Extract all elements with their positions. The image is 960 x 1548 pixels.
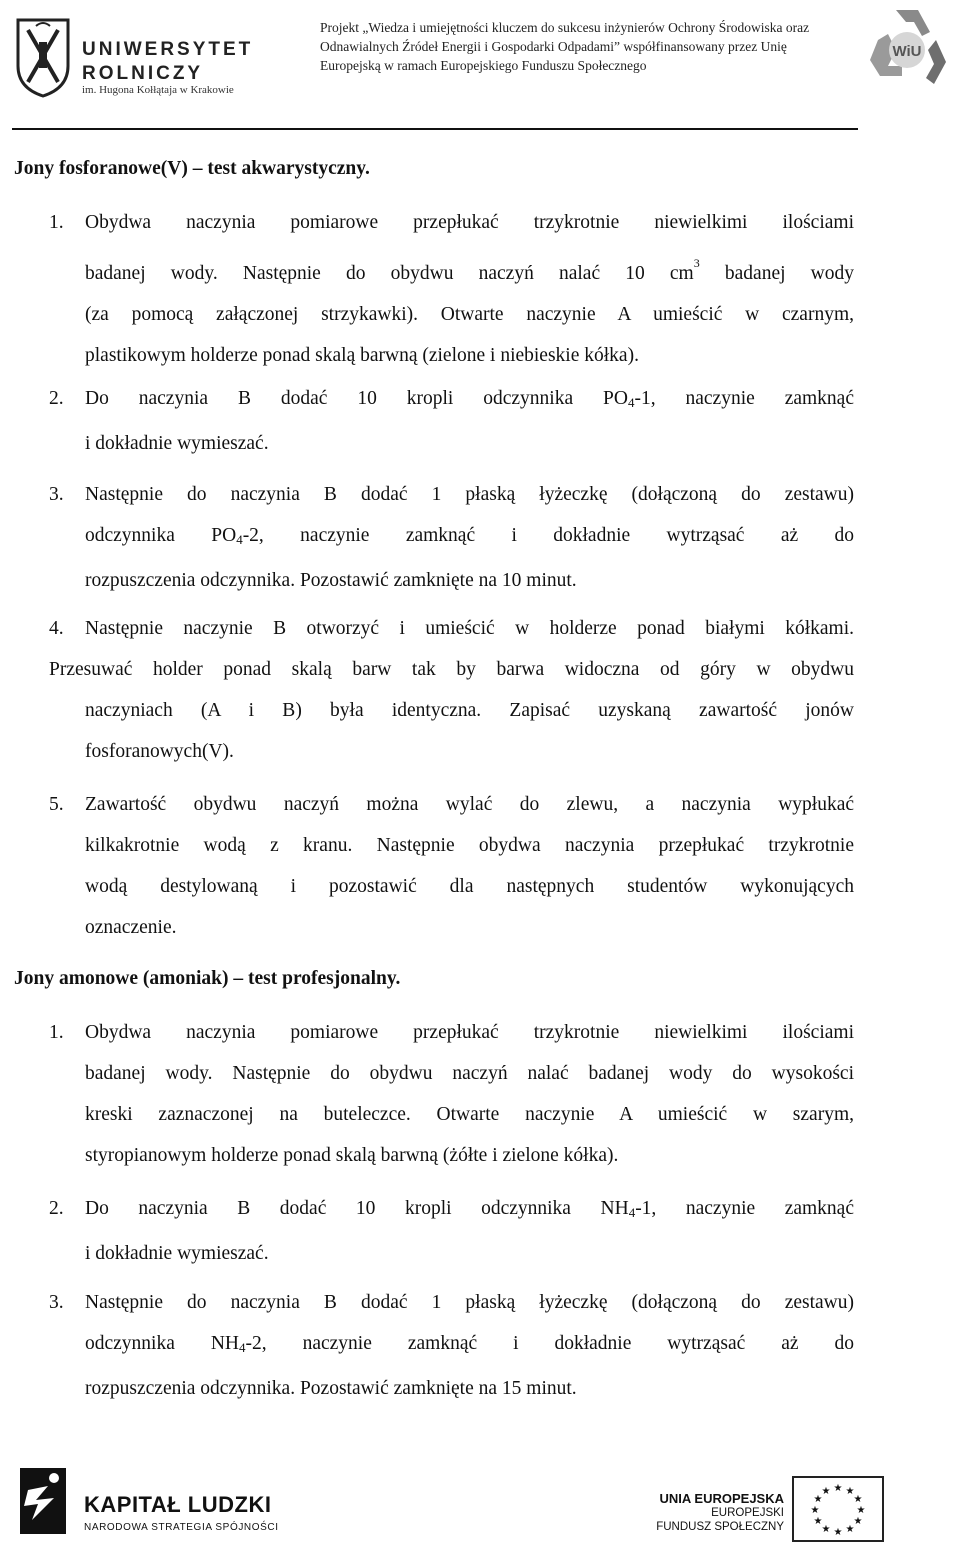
item-text: kilkakrotnie wodą z kranu. Następnie obydwa naczynia przepłukać trzykrotnie xyxy=(85,835,854,856)
item-text: Zawartość obydwu naczyń można wylać do zlewu, a naczynia wypłukać xyxy=(85,794,854,815)
page-header xyxy=(0,0,960,130)
item-text: Do naczynia B dodać 10 kropli odczynnika PO xyxy=(85,388,628,409)
item-text: i dokładnie wymieszać. xyxy=(85,433,269,454)
eu-line-2: EUROPEJSKI xyxy=(711,1507,784,1519)
section1-item-5 xyxy=(49,784,854,948)
item-text: Obydwa naczynia pomiarowe przepłukać trzykrotnie niewielkimi ilościami xyxy=(85,1022,854,1043)
item-text: Przesuwać holder ponad skalą barw tak by barwa widoczna od góry w obydwu xyxy=(49,659,854,680)
page-footer xyxy=(0,1450,960,1548)
svg-text:★: ★ xyxy=(845,1486,855,1497)
item-number: 1. xyxy=(49,1022,64,1043)
subscript: 4 xyxy=(236,532,243,547)
item-text: (za pomocą załączonej strzykawki). Otwarte naczynie A umieścić w czarnym, xyxy=(85,304,854,325)
item-number: 4. xyxy=(49,618,64,639)
item-text: badanej wody. Następnie do obydwu naczyń nalać badanej wody do wysokości xyxy=(85,1063,854,1084)
svg-text:★: ★ xyxy=(853,1494,863,1505)
item-text: Do naczynia B dodać 10 kropli odczynnika NH xyxy=(85,1198,629,1219)
item-number: 3. xyxy=(49,1292,64,1313)
item-text: i dokładnie wymieszać. xyxy=(85,1243,269,1264)
eu-line-3: FUNDUSZ SPOŁECZNY xyxy=(656,1521,784,1533)
project-line-3: Europejską w ramach Europejskiego Funduszu Społecznego xyxy=(320,58,647,73)
item-text: -2, naczynie zamknąć i dokładnie wytrząsać aż do xyxy=(242,525,855,546)
item-text: -2, naczynie zamknąć i dokładnie wytrząsać aż do xyxy=(245,1333,854,1354)
kapital-ludzki-logo xyxy=(14,1464,72,1538)
item-text: Następnie do naczynia B dodać 1 płaską łyżeczkę (dołączoną do zestawu) xyxy=(85,1292,854,1313)
eu-fund-text xyxy=(612,1492,784,1534)
svg-text:★: ★ xyxy=(853,1516,863,1527)
item-text: Następnie do naczynia B dodać 1 płaską łyżeczkę (dołączoną do zestawu) xyxy=(85,484,854,505)
eu-line-1: UNIA EUROPEJSKA xyxy=(659,1491,784,1506)
svg-text:★: ★ xyxy=(845,1524,855,1535)
item-text: badanej wody. Następnie do obydwu naczyń nalać 10 cm xyxy=(85,263,694,284)
university-name-line1: UNIWERSYTET xyxy=(82,39,254,60)
project-description xyxy=(320,18,860,75)
svg-text:★: ★ xyxy=(833,1483,843,1494)
item-text: naczyniach (A i B) była identyczna. Zapisać uzyskaną zawartość jonów xyxy=(85,700,854,721)
svg-text:★: ★ xyxy=(833,1527,843,1538)
recycle-logo-text: WiU xyxy=(892,43,922,60)
project-line-1: Projekt „Wiedza i umiejętności kluczem do sukcesu inżynierów Ochrony Środowiska oraz xyxy=(320,20,810,35)
svg-text:★: ★ xyxy=(821,1486,831,1497)
svg-text:★: ★ xyxy=(810,1505,820,1516)
svg-text:★: ★ xyxy=(821,1524,831,1535)
section2-item-1 xyxy=(49,1012,854,1176)
header-divider xyxy=(12,128,858,130)
superscript: 3 xyxy=(693,256,700,270)
university-crest-logo xyxy=(14,16,72,98)
section2-item-3 xyxy=(49,1282,854,1409)
item-text: -1, naczynie zamknąć xyxy=(634,388,854,409)
section1-title: Jony fosforanowe(V) – test akwarystyczny. xyxy=(14,158,370,179)
kapital-ludzki-subtitle: NARODOWA STRATEGIA SPÓJNOŚCI xyxy=(84,1522,279,1533)
svg-text:★: ★ xyxy=(813,1494,823,1505)
item-number: 1. xyxy=(49,212,64,233)
subscript: 4 xyxy=(628,1205,636,1220)
section1-item-3 xyxy=(49,474,854,601)
kapital-ludzki-name: KAPITAŁ LUDZKI xyxy=(84,1492,272,1517)
item-text: Obydwa naczynia pomiarowe przepłukać trzykrotnie niewielkimi ilościami xyxy=(85,212,854,233)
item-text: fosforanowych(V). xyxy=(85,741,234,762)
section2-item-2 xyxy=(49,1188,854,1274)
item-text: rozpuszczenia odczynnika. Pozostawić zamknięte na 15 minut. xyxy=(85,1378,577,1399)
item-number: 2. xyxy=(49,388,64,409)
svg-text:★: ★ xyxy=(813,1516,823,1527)
item-text: wodą destylowaną i pozostawić dla następnych studentów wykonujących xyxy=(85,876,854,897)
university-subtitle: im. Hugona Kołłątaja w Krakowie xyxy=(82,84,234,96)
item-text: Następnie naczynie B otworzyć i umieścić w holderze ponad białymi kółkami. xyxy=(85,618,854,639)
subscript: 4 xyxy=(239,1340,246,1355)
item-text: rozpuszczenia odczynnika. Pozostawić zamknięte na 10 minut. xyxy=(85,570,577,591)
item-text: kreski zaznaczonej na buteleczce. Otwarte naczynie A umieścić w szarym, xyxy=(85,1104,854,1125)
subscript: 4 xyxy=(627,395,635,410)
item-number: 2. xyxy=(49,1198,64,1219)
item-text: badanej wody xyxy=(699,263,854,284)
item-text: odczynnika NH xyxy=(85,1333,240,1354)
university-name xyxy=(82,38,253,86)
item-text: oznaczenie. xyxy=(85,917,177,938)
section2-title: Jony amonowe (amoniak) – test profesjonalny. xyxy=(14,968,401,989)
university-name-line2: ROLNICZY xyxy=(82,63,204,84)
recycle-logo xyxy=(866,4,948,94)
item-number: 5. xyxy=(49,794,64,815)
item-text: styropianowym holderze ponad skalą barwną (żółte i zielone kółka). xyxy=(85,1145,619,1166)
item-text: -1, naczynie zamknąć xyxy=(635,1198,854,1219)
eu-flag-icon xyxy=(792,1476,884,1542)
item-number: 3. xyxy=(49,484,64,505)
section1-item-2 xyxy=(49,378,854,464)
item-text: plastikowym holderze ponad skalą barwną (zielone i niebieskie kółka). xyxy=(85,345,639,366)
section1-item-1 xyxy=(49,202,854,376)
item-text: odczynnika PO xyxy=(85,525,237,546)
svg-text:★: ★ xyxy=(856,1505,866,1516)
section1-item-4 xyxy=(49,608,854,772)
project-line-2: Odnawialnych Źródeł Energii i Gospodarki Odpadami” współfinansowany przez Unię xyxy=(320,39,787,54)
